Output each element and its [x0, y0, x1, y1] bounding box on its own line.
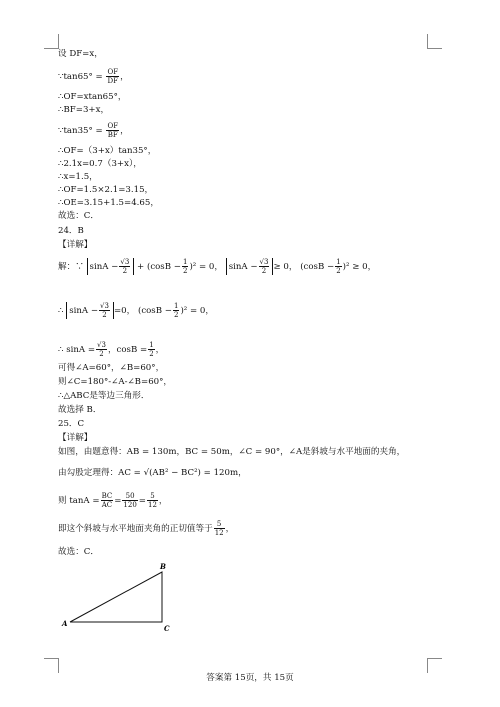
line-tan65: ∵tan65° = $\frac{OF}{DF}$ ，	[58, 68, 129, 85]
line-bf: ∴BF=3+x，	[58, 105, 110, 115]
vertex-label-b: B	[160, 562, 166, 571]
line-tan35: ∵tan35° = $\frac{OF}{BF}$ ，	[58, 122, 129, 139]
line-answer-b: 故选择 B．	[58, 405, 102, 415]
question-24-heading: 24．B	[58, 226, 84, 236]
vertex-label-a: A	[62, 619, 68, 628]
line-sina-cosb: ∴ sinA = $\frac{√3}{2}$ ，cosB = $\frac{1}{2}$ ，	[58, 341, 165, 358]
line-answer-c-23: 故选：C．	[58, 211, 99, 221]
detail-label-24: 【详解】	[58, 240, 93, 250]
line-let-df: 设 DF=x，	[58, 49, 103, 59]
line-angles-60: 可得∠A=60°，∠B=60°，	[58, 363, 165, 373]
page-footer: 答案第 15页，共 15页	[206, 673, 294, 683]
line-answer-c-25: 故选：C．	[58, 547, 99, 557]
line-of-value: ∴OF=1.5×2.1=3.15，	[58, 185, 154, 195]
line-pythagoras: 由勾股定理得：AC = √(AB² − BC²) = 120m，	[58, 468, 247, 478]
line-solution-24-zero: ∴ sinA − $\frac{√3}{2}$ =0， (cosB − $\frac{1}{2}$ )² = 0，	[58, 302, 214, 319]
line-oe-value: ∴OE=3.15+1.5=4.65，	[58, 198, 159, 208]
line-angle-c: 则∠C=180°-∠A-∠B=60°，	[58, 377, 173, 387]
triangle-outline	[70, 572, 162, 622]
line-of-tan35: ∴OF=（3+x）tan35°，	[58, 146, 157, 156]
detail-label-25: 【详解】	[58, 433, 93, 443]
question-25-heading: 25．C	[58, 419, 85, 429]
line-tangent-conclusion: 即这个斜坡与水平地面夹角的正切值等于 $\frac{5}{12}$ ，	[58, 520, 235, 537]
corner-mark-top-right	[427, 34, 442, 49]
line-equation: ∴2.1x=0.7（3+x），	[58, 159, 142, 169]
line-given-values: 如图，由题意得：AB = 130m，BC = 50m，∠C = 90°，∠A是斜坡与水平地面的夹角，	[58, 447, 406, 457]
line-tan-a: 则 tanA = $\frac{BC}{AC}$ = $\frac{50}{120}$ = $\frac{5}{12}$ ，	[58, 492, 168, 509]
fraction-of-bf: $\frac{OF}{BF}$	[107, 122, 119, 139]
line-equilateral: ∴△ABC是等边三角形．	[58, 391, 150, 401]
corner-mark-top-left	[44, 34, 59, 49]
vertex-label-c: C	[164, 624, 170, 633]
right-triangle-figure	[60, 560, 180, 636]
line-x-value: ∴x=1.5，	[58, 172, 98, 182]
line-of-xtan65: ∴OF=xtan65°，	[58, 92, 127, 102]
line-solution-24-premise: 解：∵ sinA − $\frac{√3}{2}$ + (cosB − $\frac{1}{2}$ )² = 0， sinA − $\frac{√3}{2}$ ≥ 0， (cosB − $\frac{1}{2}$ )² ≥ 0，	[58, 258, 377, 275]
fraction-of-df: $\frac{OF}{DF}$	[107, 68, 119, 85]
